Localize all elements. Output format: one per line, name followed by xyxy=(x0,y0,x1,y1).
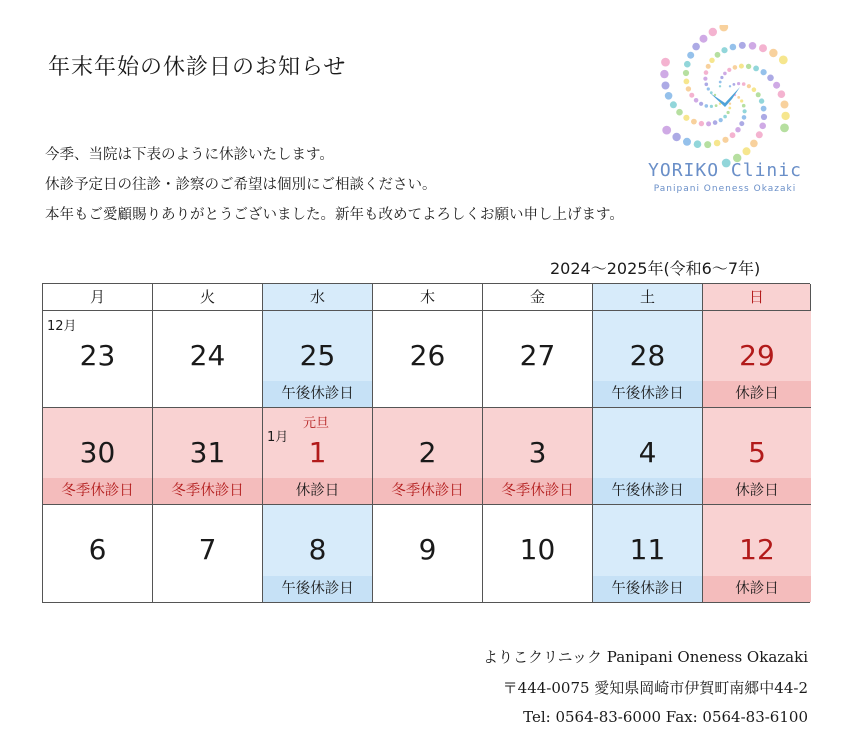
logo-dot xyxy=(687,52,694,59)
logo-dot xyxy=(728,107,731,110)
logo-dot xyxy=(683,115,689,121)
calendar-day-cell xyxy=(703,505,811,602)
day-number: 10 xyxy=(519,533,556,566)
logo-dot xyxy=(683,70,689,76)
day-number: 9 xyxy=(418,533,437,566)
weekday-header: 土 xyxy=(593,284,703,311)
logo-dot xyxy=(756,92,761,97)
logo-dot xyxy=(740,99,743,102)
logo-dot xyxy=(684,61,691,68)
logo-bird-icon xyxy=(710,87,740,107)
logo-dot xyxy=(767,75,774,82)
logo-dot xyxy=(722,137,728,143)
logo-dot xyxy=(715,104,718,107)
logo-text: YORIKO Clinic xyxy=(648,160,802,181)
logo-dot xyxy=(729,85,731,87)
closure-label: 午後休診日 xyxy=(593,576,702,602)
logo-dot xyxy=(752,87,757,92)
logo-dot xyxy=(710,105,713,108)
closure-label: 午後休診日 xyxy=(593,381,702,407)
logo-dot xyxy=(761,114,767,120)
closure-label: 休診日 xyxy=(703,478,811,504)
logo-dot xyxy=(661,58,670,67)
logo-dot xyxy=(720,76,723,79)
logo-dot xyxy=(676,109,683,116)
logo-dot xyxy=(778,90,786,98)
month-label: 12月 xyxy=(47,319,77,334)
calendar-day-cell xyxy=(153,408,263,505)
logo-dot xyxy=(714,140,721,147)
closure-label: 冬季休診日 xyxy=(43,478,152,504)
calendar-day-cell xyxy=(373,311,483,408)
weekday-header: 火 xyxy=(153,284,263,311)
logo-dot xyxy=(705,83,709,87)
logo-dot xyxy=(700,35,708,43)
logo-dot xyxy=(719,85,721,87)
logo-dot xyxy=(742,82,746,86)
logo-dot xyxy=(694,98,699,103)
closure-label: 冬季休診日 xyxy=(373,478,482,504)
clinic-name: よりこクリニック Panipani Oneness Okazaki xyxy=(482,648,808,666)
logo-dot xyxy=(723,72,727,76)
logo-dot xyxy=(665,92,673,100)
logo-dot xyxy=(660,70,668,78)
calendar-day-cell xyxy=(373,408,483,505)
logo-dot xyxy=(746,64,751,69)
calendar-day-cell xyxy=(483,505,593,602)
logo-dot xyxy=(709,28,717,36)
logo-dot xyxy=(706,121,711,126)
logo-dot xyxy=(747,84,751,88)
logo-dot xyxy=(742,104,746,108)
holiday-note: 元旦 xyxy=(303,416,330,431)
day-number: 8 xyxy=(308,533,327,566)
calendar-day-cell xyxy=(43,408,153,505)
calendar-day-cell xyxy=(483,311,593,408)
logo-dot xyxy=(739,121,744,126)
calendar-day-cell xyxy=(263,408,373,505)
calendar-day-cell xyxy=(593,311,703,408)
logo-dot xyxy=(750,140,758,148)
logo-dot xyxy=(739,42,746,49)
day-number: 26 xyxy=(409,339,446,372)
calendar-day-cell xyxy=(703,311,811,408)
logo-dot xyxy=(749,42,757,50)
logo-dot xyxy=(683,138,691,146)
closure-label: 午後休診日 xyxy=(593,478,702,504)
intro-text xyxy=(45,140,624,230)
day-number: 27 xyxy=(519,339,556,372)
logo-dot xyxy=(729,103,731,105)
logo-dot xyxy=(706,64,711,69)
clinic-contact: Tel: 0564-83-6000 Fax: 0564-83-6100 xyxy=(523,708,808,726)
calendar-day-cell xyxy=(43,311,153,408)
logo-dot xyxy=(730,132,736,138)
logo-dot xyxy=(709,58,714,63)
logo-dot xyxy=(692,43,700,51)
logo-dot xyxy=(703,77,707,81)
holiday-calendar xyxy=(42,283,810,603)
calendar-day-cell xyxy=(593,505,703,602)
logo-dot xyxy=(727,111,730,114)
closure-label: 冬季休診日 xyxy=(483,478,592,504)
logo-dot xyxy=(719,118,723,122)
clinic-address: 〒444-0075 愛知県岡崎市伊賀町南郷中44-2 xyxy=(502,679,808,697)
logo-dot xyxy=(691,119,697,125)
logo-dot xyxy=(704,70,709,75)
logo-dot xyxy=(756,131,763,138)
closure-label: 午後休診日 xyxy=(263,576,372,602)
day-number: 12 xyxy=(739,533,775,566)
logo-dot xyxy=(705,104,709,108)
weekday-header: 月 xyxy=(43,284,153,311)
day-number: 25 xyxy=(299,339,336,372)
closure-label: 冬季休診日 xyxy=(153,478,262,504)
logo-dot xyxy=(684,79,690,85)
day-number: 30 xyxy=(79,436,116,469)
logo-dot xyxy=(689,93,694,98)
day-number: 3 xyxy=(528,436,547,469)
logo-dot xyxy=(780,124,789,133)
logo-dot xyxy=(735,127,740,132)
weekday-header: 金 xyxy=(483,284,593,311)
logo-dot xyxy=(699,121,704,126)
logo-dot xyxy=(704,141,711,148)
logo-dot xyxy=(743,109,747,113)
logo-dot xyxy=(686,86,691,91)
logo-dot xyxy=(710,91,713,94)
logo-dot xyxy=(694,140,702,148)
logo-dot xyxy=(662,126,671,135)
logo-dot xyxy=(743,147,751,155)
day-number: 28 xyxy=(629,339,666,372)
day-number: 1 xyxy=(308,436,327,469)
day-number: 2 xyxy=(418,436,437,469)
logo-dot xyxy=(733,65,738,70)
logo-dot xyxy=(721,47,727,53)
logo-dot xyxy=(742,115,747,120)
logo-dot xyxy=(715,52,721,58)
logo-dot xyxy=(759,123,766,130)
logo-dot xyxy=(773,82,780,89)
logo-dot xyxy=(769,49,777,57)
calendar-day-cell xyxy=(153,311,263,408)
logo-dot xyxy=(719,25,728,31)
logo-dot xyxy=(662,82,670,90)
weekday-header: 日 xyxy=(703,284,811,311)
calendar-day-cell xyxy=(593,408,703,505)
calendar-day-cell xyxy=(483,408,593,505)
weekday-header: 水 xyxy=(263,284,373,311)
intro-line: 今季、当院は下表のように休診いたします。 xyxy=(45,147,334,163)
day-number: 24 xyxy=(189,339,226,372)
weekday-header: 木 xyxy=(373,284,483,311)
page-title: 年末年始の休診日のお知らせ xyxy=(48,55,347,80)
day-number: 4 xyxy=(638,436,657,469)
logo-dot xyxy=(737,82,740,85)
closure-label: 休診日 xyxy=(263,478,372,504)
logo-dot xyxy=(781,112,789,120)
day-number: 29 xyxy=(739,339,775,372)
calendar-day-cell xyxy=(263,505,373,602)
logo-dot xyxy=(759,98,764,103)
intro-line: 休診予定日の往診・診察のご希望は個別にご相談ください。 xyxy=(45,177,437,193)
day-number: 23 xyxy=(79,339,116,372)
logo-dot xyxy=(672,133,680,141)
logo-dot xyxy=(761,69,767,75)
calendar-day-cell xyxy=(153,505,263,602)
calendar-day-cell xyxy=(43,505,153,602)
day-number: 6 xyxy=(88,533,107,566)
logo-dot xyxy=(737,96,740,99)
day-number: 31 xyxy=(189,436,226,469)
logo-dot xyxy=(713,120,718,125)
logo-dot xyxy=(779,56,788,65)
year-label: 2024～2025年(令和6～7年) xyxy=(550,259,761,278)
logo-dot xyxy=(761,106,767,112)
logo-dot xyxy=(739,64,744,69)
logo-dot xyxy=(753,66,759,72)
calendar-day-cell xyxy=(703,408,811,505)
intro-line: 本年もご愛顧賜りありがとうございました。新年も改めてよろしくお願い申し上げます。 xyxy=(45,207,624,223)
day-number: 5 xyxy=(748,436,766,469)
month-label: 1月 xyxy=(267,430,289,445)
closure-label: 休診日 xyxy=(703,576,811,602)
closure-label: 午後休診日 xyxy=(263,381,372,407)
logo-dot xyxy=(759,44,767,52)
day-number: 7 xyxy=(198,533,217,566)
logo-dot xyxy=(730,44,737,51)
logo-dot xyxy=(719,81,722,84)
logo-dot xyxy=(699,102,703,106)
calendar-day-cell xyxy=(263,311,373,408)
logo-dot xyxy=(781,101,789,109)
logo-dot xyxy=(723,115,727,119)
logo-dot xyxy=(707,87,710,90)
closure-label: 休診日 xyxy=(703,381,811,407)
logo-dot xyxy=(733,83,736,86)
day-number: 11 xyxy=(629,533,666,566)
logo-dot xyxy=(670,101,677,108)
logo-dot xyxy=(727,68,731,72)
logo-subtext: Panipani Oneness Okazaki xyxy=(653,184,797,194)
calendar-day-cell xyxy=(373,505,483,602)
